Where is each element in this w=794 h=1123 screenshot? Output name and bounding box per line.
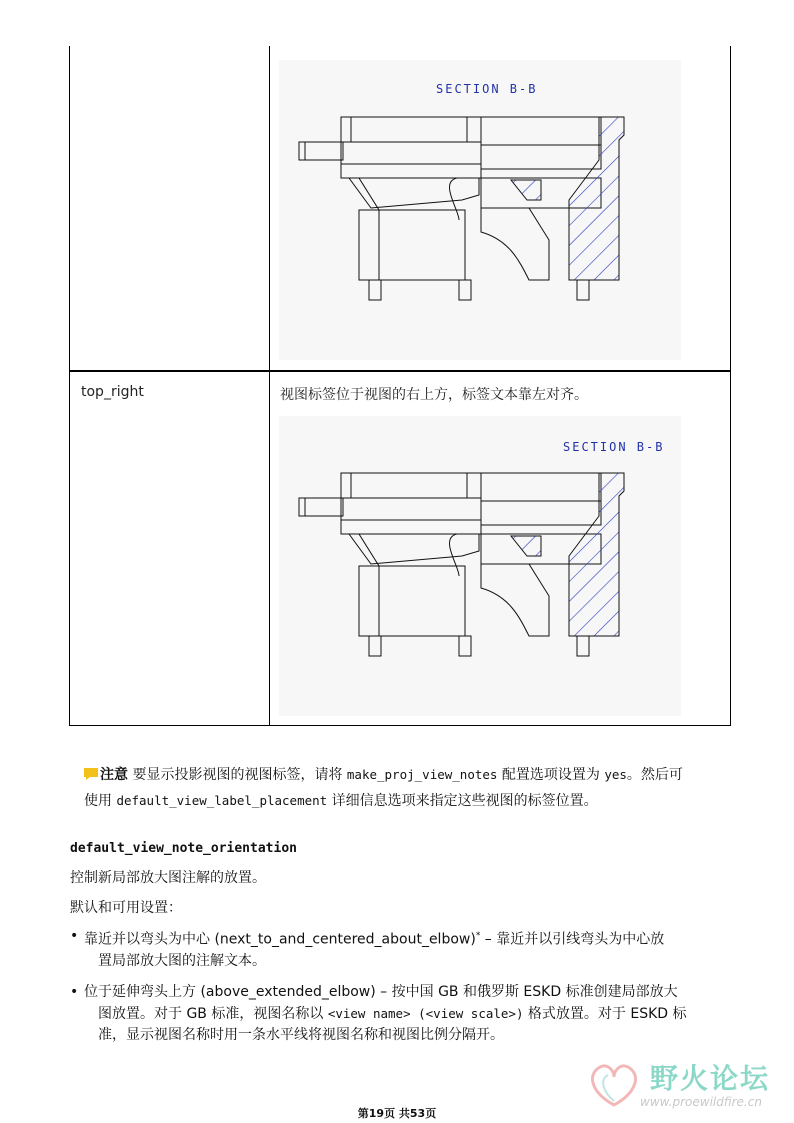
section-label: SECTION B-B: [436, 82, 538, 96]
watermark-title: 野火论坛: [650, 1062, 771, 1095]
table-border-left: [69, 46, 70, 726]
bullet-2-line2-after: 格式放置。对于 ESKD 标: [523, 1005, 687, 1022]
note-value-code: yes: [604, 767, 627, 782]
note-detail-code: default_view_label_placement: [116, 793, 328, 808]
bullet-2-code: <view name> (<view scale>): [327, 1005, 524, 1021]
defaults-label: 默认和可用设置：: [70, 900, 182, 916]
note-block: [84, 762, 734, 814]
bullet-1-line1-after: – 靠近并以引线弯头为中心放: [480, 931, 665, 948]
note-line2-before: 使用: [84, 793, 117, 809]
bullet-dot: •: [70, 983, 79, 1000]
table-border-bottom: [69, 725, 731, 726]
section-drawing: [279, 60, 681, 360]
watermark-logo-icon: [584, 1055, 644, 1111]
note-text-3: 。然后可: [626, 767, 683, 783]
section-description: 控制新局部放大图注解的放置。: [70, 870, 266, 886]
bullet-1-line1: 靠近并以弯头为中心 (next_to_and_centered_about_elbow): [84, 931, 476, 948]
note-text-1: 要显示投影视图的视图标签，请将: [128, 767, 347, 783]
bullet-2-line2-before: 图放置。对于 GB 标准，视图名称以: [98, 1005, 328, 1022]
table-row-divider: [69, 370, 731, 372]
page-footer: 第19页 共53页: [357, 1107, 437, 1120]
note-icon: [84, 768, 98, 780]
option-name: top_right: [81, 384, 144, 400]
watermark-url: www.proewildfire.cn: [640, 1095, 762, 1109]
section-view-figure-1: [279, 60, 681, 360]
bullet-1-line2: 置局部放大图的注解文本。: [98, 952, 266, 969]
section-drawing: [279, 416, 681, 716]
note-line2-after: 详细信息选项来指定这些视图的标签位置。: [327, 793, 598, 809]
options-table: [69, 46, 731, 726]
settings-list: [70, 926, 736, 1056]
list-item: [70, 982, 736, 1046]
bullet-2-line3: 准，显示视图名称时用一条水平线将视图名称和视图比例分隔开。: [98, 1026, 504, 1043]
note-text-2: 配置选项设置为: [497, 767, 605, 783]
section-heading: default_view_note_orientation: [70, 841, 297, 856]
bullet-2-line1: 位于延伸弯头上方 (above_extended_elbow) – 按中国 GB 和俄罗斯 ESKD 标准创建局部放大: [84, 983, 678, 1000]
bullet-dot: •: [70, 928, 79, 944]
note-label: 注意: [100, 767, 128, 783]
section-view-figure-2: [279, 416, 681, 716]
table-border-right: [730, 46, 731, 726]
note-option-code: make_proj_view_notes: [346, 767, 498, 782]
section-label: SECTION B-B: [563, 440, 665, 454]
list-item: [70, 926, 736, 972]
bullet-1-star: *: [475, 931, 481, 941]
option-description: 视图标签位于视图的右上方，标签文本靠左对齐。: [280, 387, 588, 403]
table-column-divider: [269, 46, 270, 726]
